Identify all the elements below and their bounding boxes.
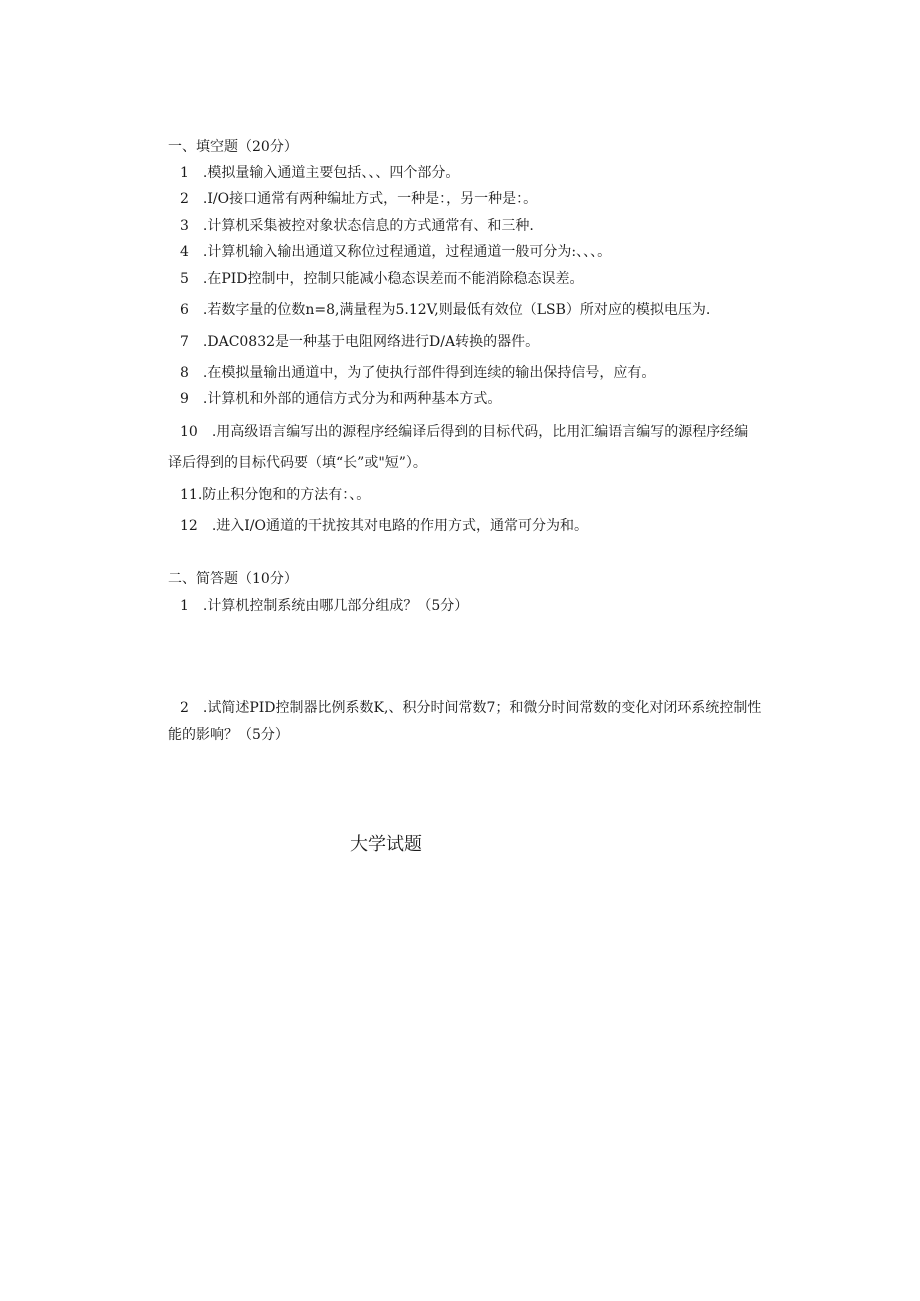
question-2: 2 .I/O接口通常有两种编址方式，一种是：，另一种是：。 — [180, 191, 538, 207]
question-7: 7 .DAC0832是一种基于电阻网络进行D/A转换的器件。 — [180, 334, 540, 350]
question-3: 3 .计算机采集被控对象状态信息的方式通常有、和三种. — [180, 218, 534, 234]
question-9: 9 .计算机和外部的通信方式分为和两种基本方式。 — [180, 391, 502, 407]
short-answer-2-line2: 能的影响？（5分） — [168, 727, 289, 743]
question-4: 4 .计算机输入输出通道又称位过程通道，过程通道一般可分为:、、、。 — [180, 244, 612, 260]
question-10-line2: 译后得到的目标代码要（填“长”或"短”）。 — [168, 455, 427, 471]
question-5: 5 .在PID控制中，控制只能减小稳态误差而不能消除稳态误差。 — [180, 271, 584, 287]
question-1: 1 .模拟量输入通道主要包括、、、四个部分。 — [180, 165, 460, 181]
short-answer-1: 1 .计算机控制系统由哪几部分组成？（5分） — [180, 598, 469, 614]
question-6: 6 .若数字量的位数n=8,满量程为5.12V,则最低有效位（LSB）所对应的模拟电压为. — [180, 302, 711, 318]
question-11: 11.防止积分饱和的方法有：、。 — [180, 487, 371, 503]
short-answer-2-line1: 2 .试简述PID控制器比例系数K,、积分时间常数7；和微分时间常数的变化对闭环系统控制性 — [180, 700, 762, 716]
question-10-line1: 10 .用高级语言编写出的源程序经编译后得到的目标代码，比用汇编语言编写的源程序经编 — [180, 424, 749, 440]
question-8: 8 .在模拟量输出通道中，为了使执行部件得到连续的输出保持信号，应有。 — [180, 365, 656, 381]
footer-title: 大学试题 — [350, 834, 422, 855]
section1-title: 一、填空题（20分） — [168, 139, 298, 155]
question-12: 12 .进入I/O通道的干扰按其对电路的作用方式，通常可分为和。 — [180, 518, 588, 534]
section2-title: 二、简答题（10分） — [168, 571, 298, 587]
